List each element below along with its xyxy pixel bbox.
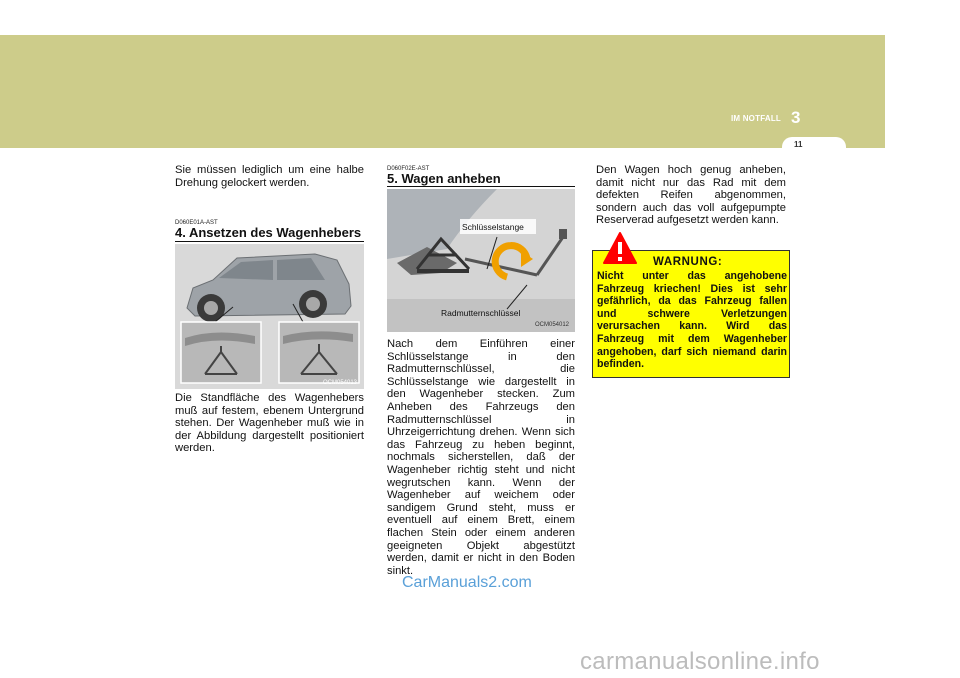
section-code: D060F02E-AST [387,166,430,172]
section-heading: 5. Wagen anheben [387,171,501,186]
jack-position-illustration [175,244,364,389]
page-number: 11 [794,140,803,149]
callout-rod: Schlüsselstange [462,222,524,232]
heading-rule [387,186,575,187]
body-text: Nach dem Einführen einer Schlüsselstange in den Radmutternschlüssel, die Schlüsselstange wie dargestellt in den Wagenheber stecken. Zum Anheben des Fahrzeugs den Radmutternschlüssel in Uhrzeigerrichtung drehen. Wenn sich das Fahrzeug zu heben beginnt, nochmals sicherstellen, daß der Wagenheber richtig steht und nicht wegrutschen kann. Wenn der Wagenheber auf weichem oder sandigem Grund steht, muss er eventuell auf einem Brett, einem flachen Stein oder einem anderen geeigneten Objekt abgestützt werden, damit er nicht in den Boden sinkt. [387,338,575,577]
page-tab [782,137,846,156]
chapter-title: IM NOTFALL [731,114,781,123]
intro-text: Sie müssen lediglich um eine halbe Drehung gelockert werden. [175,164,364,189]
body-text: Den Wagen hoch genug anheben, damit nicht nur das Rad mit dem defekten Reifen abgenommen, sondern auch das voll aufgepumpte Reserverad aufgesetzt werden kann. [596,164,786,227]
image-code: OCM054012 [535,322,570,328]
image-code: OCM054013 [323,380,358,386]
chapter-number: 3 [791,108,801,127]
callout-wrench: Radmutternschlüssel [441,308,521,318]
header-band [0,35,885,148]
warning-icon [602,231,638,265]
watermark-carmanuals2[interactable]: CarManuals2.com [402,574,532,591]
heading-rule [175,241,364,242]
section-heading: 4. Ansetzen des Wagenhebers [175,225,362,240]
warning-text: Nicht unter das angehobene Fahrzeug kriechen! Dies ist sehr gefährlich, da das Fahrzeug fallen und schwere Verletzungen verursachen kann. Wird das Fahrzeug mit dem Wagenheber angehoben, darf sich niemand darin befinden. [597,270,787,371]
body-text: Die Standfläche des Wagenhebers muß auf festem, ebenem Untergrund stehen. Der Wagenheber muß wie in der Abbildung dargestellt positioniert werden. [175,392,364,455]
watermark-carmanualsonline[interactable]: carmanualsonline.info [580,648,820,675]
section-code: D060E01A-AST [175,220,218,226]
warning-title: WARNUNG: [653,256,723,268]
